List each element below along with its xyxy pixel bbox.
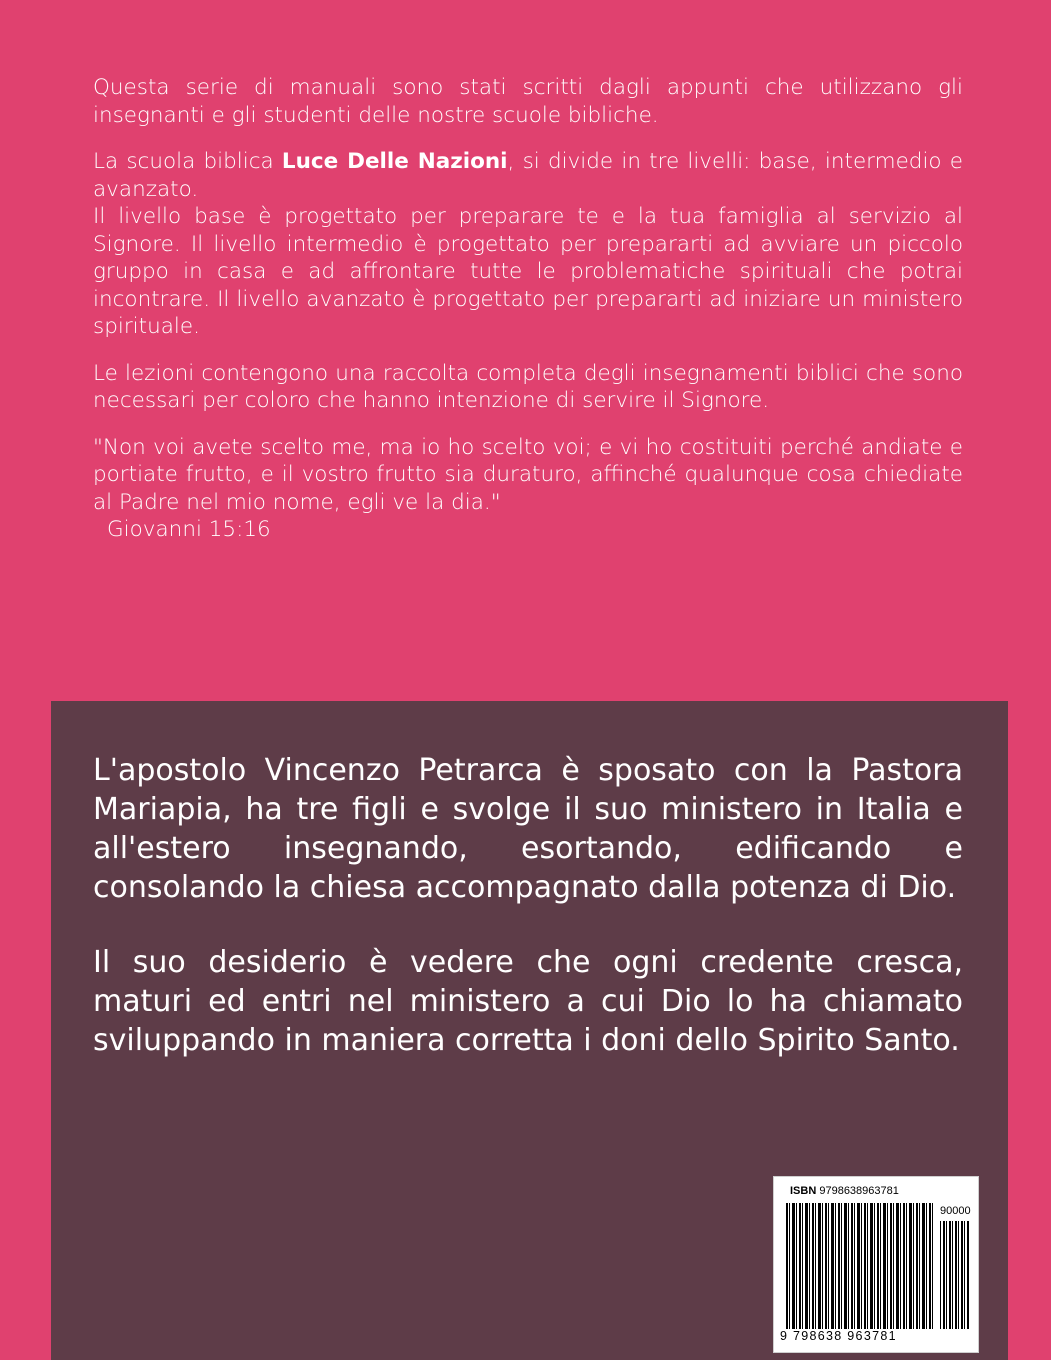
intro-text-block xyxy=(93,74,963,563)
intro-paragraph-2 xyxy=(93,148,963,341)
intro-paragraph-2-end: , si divide in tre livelli: base, intermedio e avanzato. xyxy=(93,149,964,202)
quote-text: "Non voi avete scelto me, ma io ho scelto voi; e vi ho costituiti perché andiate e portiate frutto, e il vostro frutto sia duraturo, affinché qualunque cosa chiediate al Padre nel mio nome, egli ve la dia." xyxy=(93,434,963,515)
author-bio xyxy=(93,751,963,1096)
school-name: Luce Delle Nazioni xyxy=(281,149,508,174)
isbn-label xyxy=(790,1185,899,1197)
barcode-bars xyxy=(786,1203,934,1329)
intro-paragraph-3: Le lezioni contengono una raccolta completa degli insegnamenti biblici che sono necessari per coloro che hanno intenzione di servire il Signore. xyxy=(93,360,963,413)
intro-paragraph-1: Questa serie di manuali sono stati scritti dagli appunti che utilizzano gli insegnanti e gli studenti delle nostre scuole bibliche. xyxy=(93,75,963,128)
levels-description: Il livello base è progettato per preparare te e la tua famiglia al servizio al Signore. Il livello intermedio è progettato per prepararti ad avviare un piccolo gruppo in casa e ad affrontare tutte le problematiche spirituali che potrai incontrare. Il livello avanzato è progettato per prepararti ad iniziare un ministero spirituale. xyxy=(93,204,963,339)
isbn-barcode xyxy=(773,1176,979,1353)
isbn-prefix: ISBN xyxy=(790,1185,817,1197)
author-bio-paragraph-1: L'apostolo Vincenzo Petrarca è sposato con la Pastora Mariapia, ha tre figli e svolge il suo ministero in Italia e all'estero insegnando, esortando, edificando e consolando la chiesa accompagnato dalla potenza di Dio. xyxy=(93,753,963,905)
barcode-addon-bars xyxy=(940,1221,970,1329)
author-bio-paragraph-2: Il suo desiderio è vedere che ogni credente cresca, maturi ed entri nel ministero a cui Dio lo ha chiamato sviluppando in maniera corretta i doni dello Spirito Santo. xyxy=(93,945,963,1058)
barcode-price-code: 90000 xyxy=(940,1205,971,1217)
author-panel xyxy=(51,701,1008,1360)
isbn-number: 9798638963781 xyxy=(819,1185,899,1197)
bible-quote xyxy=(93,434,963,544)
intro-paragraph-2-start: La scuola biblica xyxy=(93,149,282,174)
quote-reference: Giovanni 15:16 xyxy=(107,517,271,542)
barcode-digits: 9 798638 963781 xyxy=(780,1329,938,1343)
